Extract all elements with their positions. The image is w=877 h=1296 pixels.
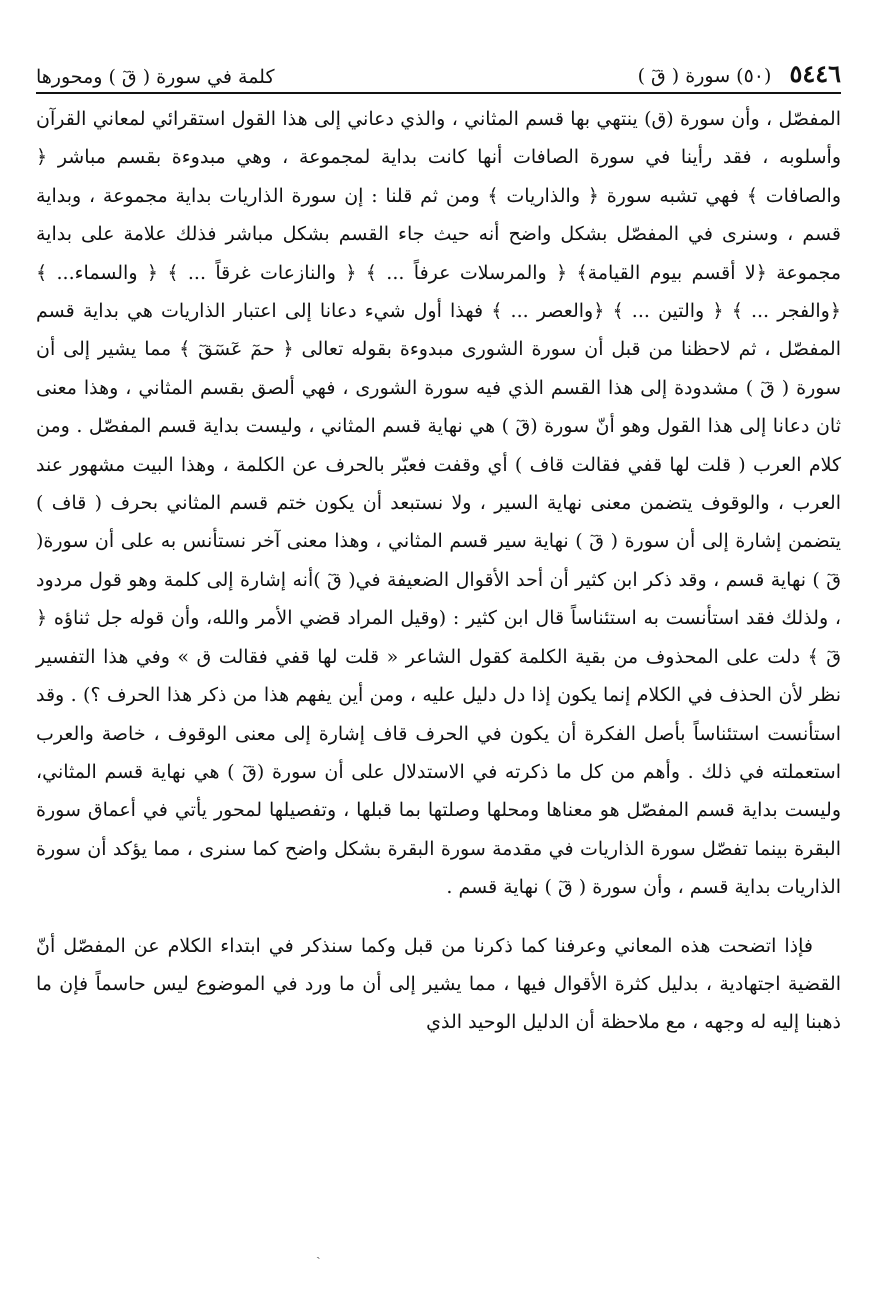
paragraph-2: فإذا اتضحت هذه المعاني وعرفنا كما ذكرنا من قبل وكما سنذكر في ابتداء الكلام عن المفصّل أنّ القضية اجتهادية ، بدليل كثرة الأقوال فيها ، مما يشير إلى أن ما ورد في الموضوع ليس حاسماً فإن ما ذهبنا إليه له وجهه ، مع ملاحظة أن الدليل الوحيد الذي: [36, 934, 841, 1034]
page-header: [36, 58, 841, 94]
paragraph-1: المفصّل ، وأن سورة (ق) ينتهي بها قسم المثاني ، والذي دعاني إلى هذا القول استقرائي لمعاني القرآن وأسلوبه ، فقد رأينا في سورة الصافات أنها كانت بداية لمجموعة ، وهي مبدوءة بقسم مباشر ﴿ والصافات ﴾ فهي تشبه سورة ﴿ والذاريات ﴾ ومن ثم قلنا : إن سورة الذاريات بداية مجموعة ، وبداية قسم ، وسنرى في المفصّل بشكل واضح أنه حيث جاء القسم بشكل مباشر فذلك علامة على بداية مجموعة ﴿لا أقسم بيوم القيامة﴾ ﴿ والمرسلات عرفاً ... ﴾ ﴿ والنازعات غرقاً ... ﴾ ﴿ والسماء... ﴾ ﴿والفجر ... ﴾ ﴿ والتين ... ﴾ ﴿والعصر ... ﴾ فهذا أول شيء دعانا إلى اعتبار الذاريات هي بداية قسم المفصّل ، ثم لاحظنا من قبل أن سورة الشورى مبدوءة بقوله تعالى ﴿ حمٓ عٓسٓقٓ ﴾ مما يشير إلى أن سورة ( قٓ ) مشدودة إلى هذا القسم الذي فيه سورة الشورى ، فهي ألصق بقسم المثاني ، وهذا معنى ثان دعانا إلى هذا القول وهو أنّ سورة (قٓ ) هي نهاية قسم المثاني ، وليست بداية قسم المفصّل . ومن كلام العرب ( قلت لها قفي فقالت قاف ) أي وقفت فعبّر بالحرف عن الكلمة ، وهذا البيت مشهور عند العرب ، والوقوف يتضمن معنى نهاية السير ، ولا نستبعد أن يكون ختم قسم المثاني بحرف ( قاف ) يتضمن إشارة إلى أن سورة ( قٓ ) نهاية سير قسم المثاني ، وهذا معنى آخر نستأنس به على أن سورة( قٓ ) نهاية قسم ، وقد ذكر ابن كثير أن أحد الأقوال الضعيفة في( قٓ )أنه إشارة إلى كلمة وهو قول مردود ، ولذلك فقد استأنست به استئناساً قال ابن كثير : (وقيل المراد قضي الأمر والله، وأن قوله جل ثناؤه ﴿ قٓ ﴾ دلت على المحذوف من بقية الكلمة كقول الشاعر « قلت لها قفي فقالت ق » وفي هذا التفسير نظر لأن الحذف في الكلام إنما يكون إذا دل دليل عليه ، ومن أين يفهم هذا من ذكر هذا الحرف ؟) . وقد استأنست استئناساً بأصل الفكرة أن يكون في الحرف قاف إشارة إلى معنى الوقوف ، خاصة والعرب استعملته في ذلك . وأهم من كل ما ذكرته في الاستدلال على أن سورة (قٓ ) هي نهاية قسم المثاني، وليست بداية قسم المفصّل هو معناها ومحلها وصلتها بما قبلها ، وتفصيلها لمحور يأتي في أعماق سورة البقرة بينما تفصّل سورة الذاريات في مقدمة سورة البقرة بشكل واضح كما سنرى ، مما يؤكد أن سورة الذاريات بداية قسم ، وأن سورة ( قٓ ) نهاية قسم .: [36, 108, 841, 899]
running-title: كلمة في سورة ( قٓ ) ومحورها: [36, 66, 275, 88]
surah-label: (٥٠) سورة ( قٓ ): [637, 65, 772, 87]
header-right: [638, 59, 841, 88]
body-text: [36, 100, 841, 1042]
scan-mark: ˎ: [316, 1244, 321, 1260]
page-number: ٥٤٤٦: [789, 59, 841, 88]
